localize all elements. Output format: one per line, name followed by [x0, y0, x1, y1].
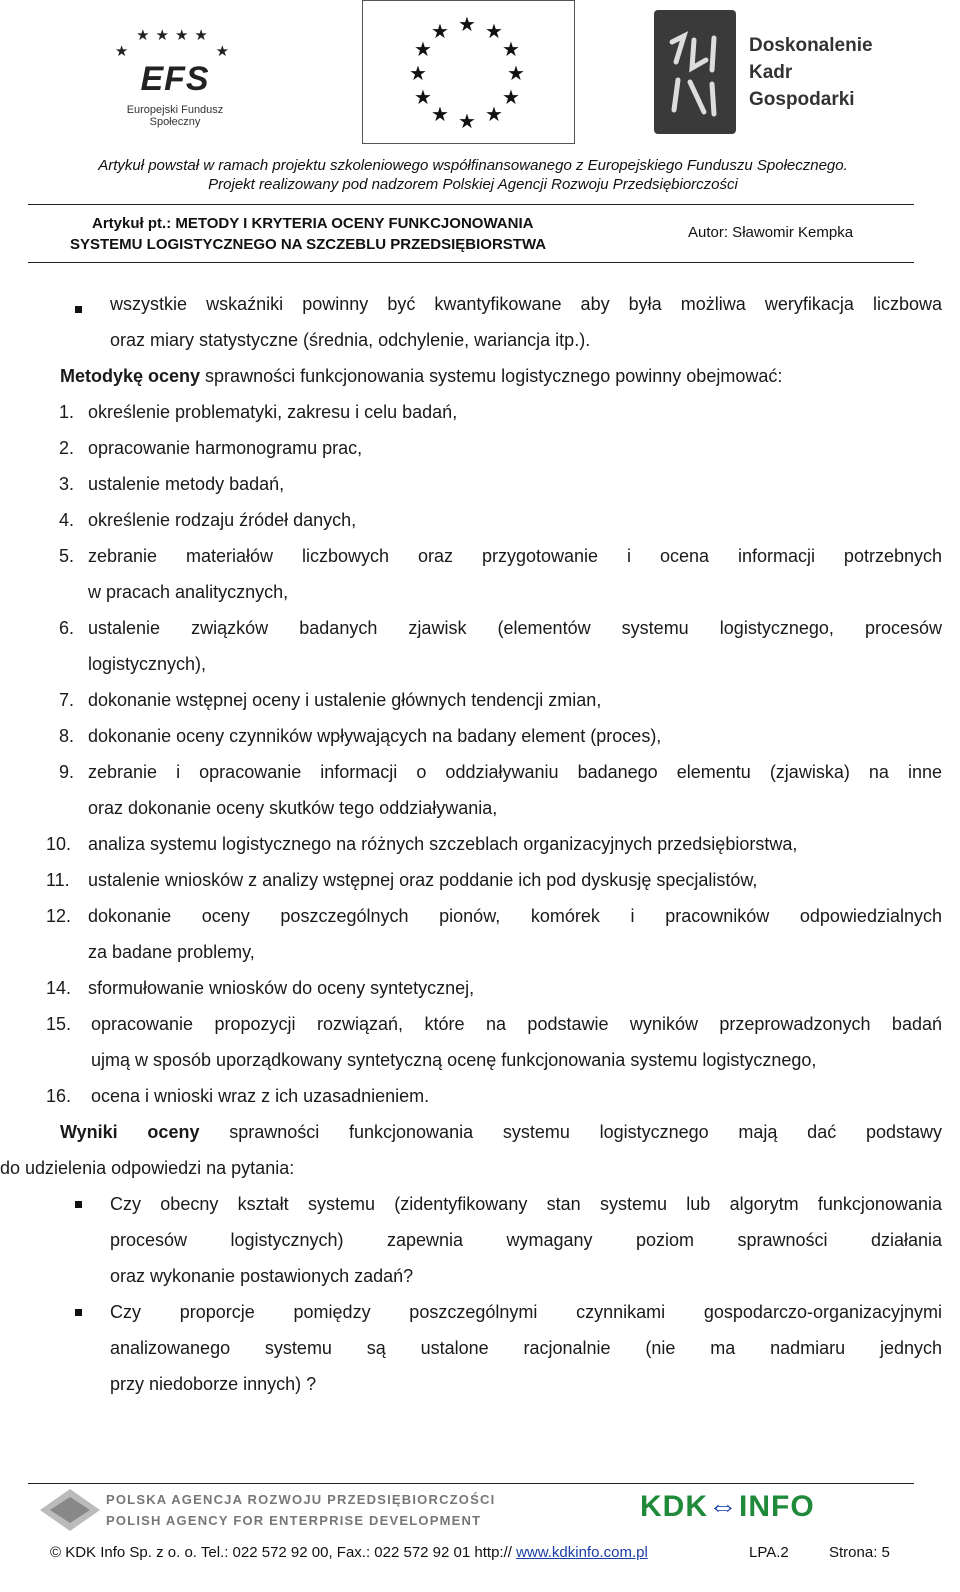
- list-item-text: określenie rodzaju źródeł danych,: [88, 510, 357, 530]
- dkg-emblem-icon: [654, 10, 736, 134]
- list-item-number: 11.: [46, 870, 70, 890]
- body-line: wszystkie wskaźniki powinny być kwantyfikowane aby była możliwa weryfikacja liczbowa: [110, 294, 942, 314]
- list-item-number: 4.: [59, 510, 75, 530]
- method-rest: sprawności funkcjonowania systemu logistycznego powinny obejmować:: [200, 366, 783, 386]
- footer-code: LPA.2: [749, 1544, 789, 1561]
- intro-line-1: Artykuł powstał w ramach projektu szkoleniowego współfinansowanego z Europejskiego Funduszu Społecznego.: [98, 157, 848, 174]
- list-item-text: analiza systemu logistycznego na różnych szczeblach organizacyjnych przedsiębiorstwa,: [88, 834, 798, 854]
- list-item-number: 1.: [59, 402, 75, 422]
- list-item-text: dokonanie oceny poszczególnych pionów, komórek i pracowników odpowiedzialnych: [88, 906, 942, 926]
- svg-text:★: ★: [485, 19, 503, 43]
- results-line-2: do udzielenia odpowiedzi na pytania:: [0, 1158, 295, 1178]
- list-item-text: dokonanie wstępnej oceny i ustalenie głównych tendencji zmian,: [88, 690, 602, 710]
- list-item-text: ocena i wnioski wraz z ich uzasadnieniem.: [91, 1086, 430, 1106]
- body-line: oraz miary statystyczne (średnia, odchylenie, wariancja itp.).: [110, 330, 591, 350]
- svg-text:★: ★: [414, 85, 432, 109]
- bullet-icon: [75, 306, 82, 313]
- list-item-number: 6.: [59, 618, 75, 638]
- svg-text:★: ★: [414, 37, 432, 61]
- footer-url-link[interactable]: www.kdkinfo.com.pl: [516, 1544, 648, 1561]
- footer-page-number: Strona: 5: [829, 1544, 890, 1561]
- author: Autor: Sławomir Kempka: [688, 224, 854, 241]
- dkg-line-1: Doskonalenie: [749, 35, 873, 56]
- dkg-logo: [654, 10, 894, 134]
- list-item-number: 15.: [46, 1014, 72, 1034]
- question-line: Czy obecny kształt systemu (zidentyfikowany stan systemu lub algorytm funkcjonowania: [110, 1194, 942, 1214]
- list-item-text: sformułowanie wniosków do oceny syntetycznej,: [88, 978, 475, 998]
- question-line: przy niedoborze innych) ?: [110, 1374, 317, 1394]
- list-item-number: 12.: [46, 906, 72, 926]
- eu-stars-icon: [363, 1, 574, 143]
- efs-logo: [100, 28, 250, 128]
- parp-logo-icon: [38, 1487, 102, 1533]
- footer-company-text: © KDK Info Sp. z o. o. Tel.: 022 572 92 00, Fax.: 022 572 92 01 http://: [50, 1544, 517, 1561]
- parp-text-pl: POLSKA AGENCJA ROZWOJU PRZEDSIĘBIORCZOŚCI: [106, 1492, 496, 1507]
- results-rest: sprawności funkcjonowania systemu logistycznego mają dać podstawy: [199, 1122, 942, 1142]
- list-item-number: 9.: [59, 762, 75, 782]
- list-item-number: 2.: [59, 438, 75, 458]
- list-item-text: ujmą w sposób uporządkowany syntetyczną ocenę funkcjonowania systemu logistycznego,: [91, 1050, 817, 1070]
- method-bold: Metodykę oceny: [60, 366, 201, 386]
- question-line: Czy proporcje pomiędzy poszczególnymi czynnikami gospodarczo-organizacyjnymi: [110, 1302, 942, 1322]
- article-title-line-2: SYSTEMU LOGISTYCZNEGO NA SZCZEBLU PRZEDSIĘBIORSTWA: [70, 236, 547, 253]
- svg-text:★: ★: [502, 37, 520, 61]
- list-item-number: 8.: [59, 726, 75, 746]
- dkg-line-2: Kadr: [749, 62, 793, 83]
- efs-stars-icon: ★★★★ ★ ★: [114, 27, 236, 60]
- header-divider-top: [28, 204, 914, 205]
- parp-logo-text: [106, 1489, 495, 1531]
- kdk-logo-right: INFO: [739, 1490, 815, 1523]
- footer-company: [50, 1544, 648, 1561]
- list-item-text: oraz dokonanie oceny skutków tego oddziaływania,: [88, 798, 498, 818]
- list-item-number: 16.: [46, 1086, 72, 1106]
- dkg-line-3: Gospodarki: [749, 89, 855, 110]
- list-item-number: 7.: [59, 690, 75, 710]
- svg-text:★: ★: [502, 85, 520, 109]
- eu-flag-logo: [362, 0, 575, 144]
- svg-text:★: ★: [485, 102, 503, 126]
- list-item-text: logistycznych),: [88, 654, 207, 674]
- svg-text:★: ★: [431, 102, 449, 126]
- list-item-text: opracowanie propozycji rozwiązań, które na podstawie wyników przeprowadzonych badań: [91, 1014, 942, 1034]
- method-intro: [60, 364, 782, 388]
- footer-divider: [28, 1483, 914, 1484]
- list-item-text: określenie problematyki, zakresu i celu badań,: [88, 402, 458, 422]
- list-item-number: 3.: [59, 474, 75, 494]
- question-line: analizowanego systemu są ustalone racjonalnie (nie ma nadmiaru jednych: [110, 1338, 942, 1358]
- header-divider-bottom: [28, 262, 914, 263]
- efs-logo-text: Europejski Fundusz Społeczny: [126, 104, 224, 128]
- kdk-logo-left: KDK: [640, 1490, 708, 1523]
- efs-mark: EFS: [140, 60, 210, 98]
- bullet-icon: [75, 1201, 82, 1208]
- svg-text:★: ★: [431, 19, 449, 43]
- list-item-text: ustalenie związków badanych zjawisk (elementów systemu logistycznego, procesów: [88, 618, 942, 638]
- question-line: oraz wykonanie postawionych zadań?: [110, 1266, 414, 1286]
- article-title: [70, 213, 546, 255]
- results-intro: [60, 1120, 942, 1144]
- list-item-text: zebranie materiałów liczbowych oraz przygotowanie i ocena informacji potrzebnych: [88, 546, 942, 566]
- list-item-number: 14.: [46, 978, 72, 998]
- kdk-info-logo: [640, 1490, 815, 1524]
- parp-text-en: POLISH AGENCY FOR ENTERPRISE DEVELOPMENT: [106, 1513, 482, 1528]
- list-item-text: za badane problemy,: [88, 942, 255, 962]
- list-item-number: 5.: [59, 546, 75, 566]
- svg-text:★: ★: [507, 61, 525, 85]
- kdk-logo-mark-icon: ⇔: [708, 1490, 739, 1523]
- question-line: procesów logistycznych) zapewnia wymagany poziom sprawności działania: [110, 1230, 942, 1250]
- article-prefix: Artykuł pt.: [92, 215, 167, 232]
- intro-line-2: Projekt realizowany pod nadzorem Polskiej Agencji Rozwoju Przedsiębiorczości: [208, 176, 738, 193]
- list-item-text: opracowanie harmonogramu prac,: [88, 438, 363, 458]
- svg-text:★: ★: [458, 12, 476, 36]
- list-item-text: ustalenie wniosków z analizy wstępnej oraz poddanie ich pod dyskusję specjalistów,: [88, 870, 758, 890]
- svg-text:★: ★: [458, 109, 476, 133]
- list-item-number: 10.: [46, 834, 72, 854]
- list-item-text: zebranie i opracowanie informacji o oddziaływaniu badanego elementu (zjawiska) na inne: [88, 762, 942, 782]
- list-item-text: ustalenie metody badań,: [88, 474, 285, 494]
- results-bold: Wyniki oceny: [60, 1122, 200, 1142]
- svg-text:★: ★: [409, 61, 427, 85]
- article-title-line-1: : METODY I KRYTERIA OCENY FUNKCJONOWANIA: [166, 215, 534, 232]
- list-item-text: dokonanie oceny czynników wpływających na badany element (proces),: [88, 726, 662, 746]
- dkg-logo-text: [749, 32, 873, 113]
- list-item-text: w pracach analitycznych,: [88, 582, 289, 602]
- bullet-icon: [75, 1309, 82, 1316]
